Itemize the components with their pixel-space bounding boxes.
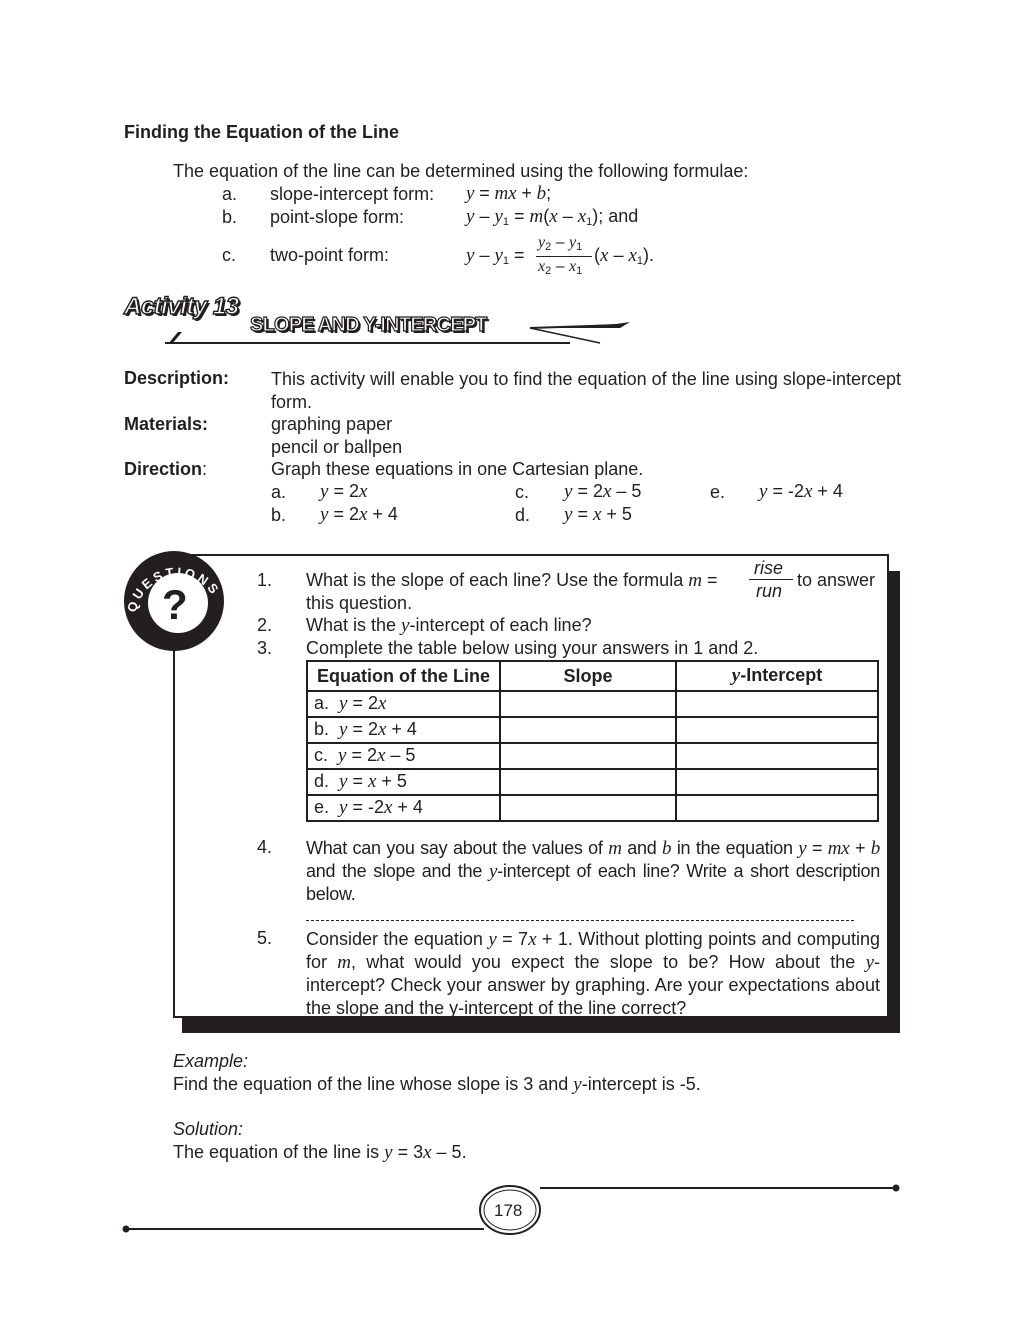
questions-badge-text (122, 545, 230, 653)
q1-text: What is the slope of each line? Use the formula m = (306, 570, 718, 591)
table-cell-intercept[interactable] (676, 795, 878, 821)
materials-label: Materials: (124, 414, 209, 434)
svg-text:QUESTIONS: QUESTIONS (124, 564, 224, 614)
formula-c (222, 245, 236, 266)
example-text: Find the equation of the line whose slope is 3 and y-intercept is -5. (173, 1074, 701, 1095)
table-header: y-Intercept (676, 661, 878, 691)
table-cell-slope[interactable] (500, 691, 676, 717)
table-cell-intercept[interactable] (676, 691, 878, 717)
intro-text: The equation of the line can be determined using the following formulae: (173, 161, 749, 181)
table-cell-intercept[interactable] (676, 769, 878, 795)
description-text: This activity will enable you to find the equation of the line using slope-intercept form. (271, 369, 901, 412)
q1-text-b: to answer (797, 570, 876, 590)
activity-label: Activity 13 (124, 293, 239, 320)
material-item: pencil or ballpen (271, 437, 403, 457)
formula-b-name: point-slope form: (270, 207, 405, 227)
q3-number: 3. (257, 638, 273, 658)
question-mark-icon: ? (162, 581, 188, 628)
q1-text-c: this question. (306, 593, 413, 613)
table-cell-intercept[interactable] (676, 717, 878, 743)
table-row (307, 769, 878, 795)
table-cell-equation: c. y = 2x – 5 (307, 743, 500, 769)
q1-number: 1. (257, 570, 273, 590)
description-label: Description: (124, 368, 230, 388)
table-header-row (307, 661, 878, 691)
activity-title: SLOPE AND Y-INTERCEPT (250, 314, 487, 336)
q2-number: 2. (257, 615, 273, 635)
answer-table (306, 660, 879, 822)
formula-b (222, 207, 237, 228)
table-cell-equation: b. y = 2x + 4 (307, 717, 500, 743)
direction-label: Direction: (124, 459, 208, 479)
page-number: 178 (494, 1201, 523, 1220)
equation-b: y = 2x + 4 (320, 504, 398, 525)
solution-label: Solution: (173, 1119, 244, 1139)
formula-letter: c. (222, 245, 237, 265)
formula-letter: a. (222, 184, 238, 204)
answer-line[interactable] (306, 920, 854, 921)
q1-fraction-num: rise (754, 558, 784, 578)
equation-letter: c. (515, 482, 530, 502)
equation-letter: a. (271, 482, 287, 502)
formula-a-name: slope-intercept form: (270, 184, 435, 204)
equation-letter: d. (515, 505, 531, 525)
q5-number: 5. (257, 928, 273, 948)
formula-a-expr: y = mx + b; (466, 183, 552, 204)
table-row (307, 717, 878, 743)
table-cell-slope[interactable] (500, 743, 676, 769)
table-cell-intercept[interactable] (676, 743, 878, 769)
q1-fraction-den: run (756, 581, 783, 601)
equation-letter: e. (710, 482, 726, 502)
q5-text: Consider the equation y = 7x + 1. Without plotting points and computing for m, what would you expect the slope to be? How about the y-intercept? Check your answer by graphing. Are your expectations about the slope and the y-intercept of the line correct? (306, 929, 880, 1018)
formula-c-expr: y – y1 = y2 – y1 x2 – x1 (x – x1). (466, 234, 655, 277)
example-label: Example: (173, 1051, 249, 1071)
q3-text: Complete the table below using your answers in 1 and 2. (306, 638, 759, 658)
table-row (307, 795, 878, 821)
equation-letter: b. (271, 505, 287, 525)
q2-text: What is the y-intercept of each line? (306, 615, 592, 636)
table-cell-equation: a. y = 2x (307, 691, 500, 717)
table-row (307, 691, 878, 717)
table-header: Equation of the Line (307, 661, 500, 691)
table-cell-slope[interactable] (500, 795, 676, 821)
formula-b-expr: y – y1 = m(x – x1); and (466, 206, 639, 228)
equation-a: y = 2x (320, 481, 368, 502)
material-item: graphing paper (271, 414, 393, 434)
table-cell-slope[interactable] (500, 717, 676, 743)
table-cell-slope[interactable] (500, 769, 676, 795)
formula-letter: b. (222, 207, 238, 227)
table-header: Slope (500, 661, 676, 691)
formula-a (222, 184, 237, 205)
q4-text: What can you say about the values of m and b in the equation y = mx + b and the slope and the y-intercept of each line? Write a short description below. (306, 838, 881, 904)
formula-c-name: two-point form: (270, 245, 390, 265)
direction-text: Graph these equations in one Cartesian plane. (271, 459, 644, 479)
equation-e: y = -2x + 4 (759, 481, 843, 502)
table-cell-equation: e. y = -2x + 4 (307, 795, 500, 821)
equation-d: y = x + 5 (564, 504, 632, 525)
fraction-bar (749, 579, 793, 580)
q4-number: 4. (257, 837, 273, 857)
table-cell-equation: d. y = x + 5 (307, 769, 500, 795)
section-title: Finding the Equation of the Line (124, 122, 399, 142)
table-row (307, 743, 878, 769)
solution-text: The equation of the line is y = 3x – 5. (173, 1142, 467, 1163)
equation-c: y = 2x – 5 (564, 481, 642, 502)
